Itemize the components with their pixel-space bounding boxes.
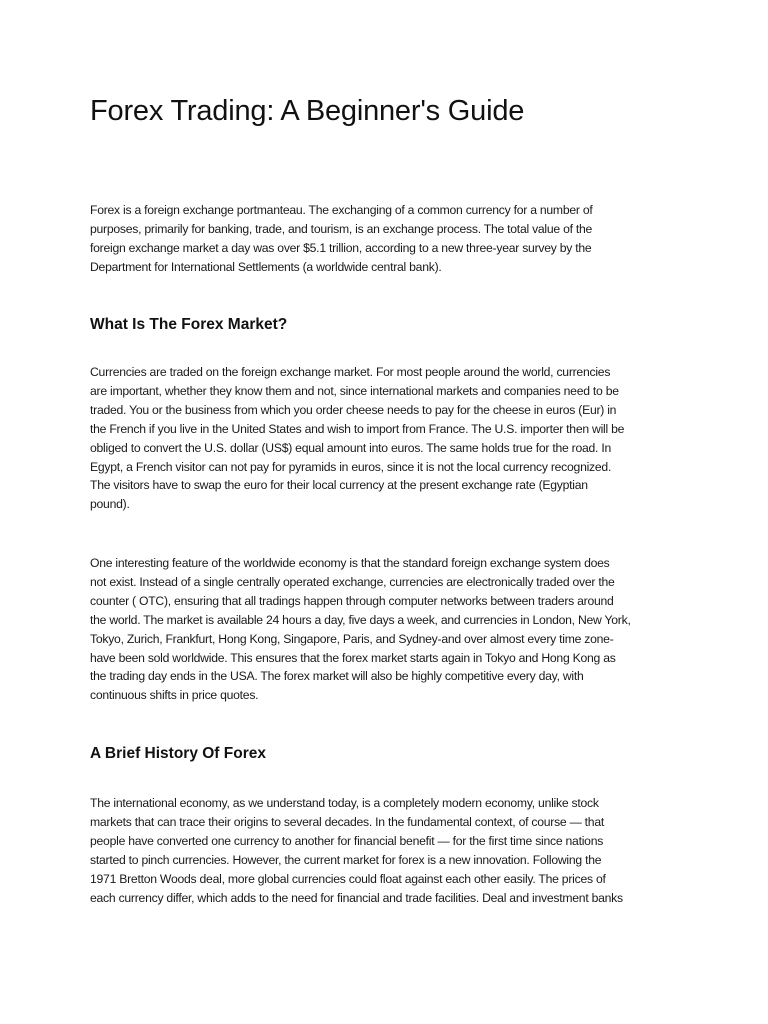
paragraph-line: Tokyo, Zurich, Frankfurt, Hong Kong, Singapore, Paris, and Sydney-and over almost every time zone-	[90, 631, 614, 646]
forex-market-paragraph-2	[90, 554, 682, 705]
paragraph-line: started to pinch currencies. However, the current market for forex is a new innovation. Following the	[90, 852, 602, 867]
intro-paragraph	[90, 201, 682, 277]
paragraph-line: counter ( OTC), ensuring that all tradings happen through computer networks between traders around	[90, 593, 614, 608]
paragraph-line: people have converted one currency to another for financial benefit — for the first time since nations	[90, 833, 604, 848]
section-heading-history: A Brief History Of Forex	[90, 745, 266, 762]
section-heading-forex-market: What Is The Forex Market?	[90, 316, 288, 333]
paragraph-line: have been sold worldwide. This ensures that the forex market starts again in Tokyo and Hong Kong as	[90, 650, 616, 665]
paragraph-line: each currency differ, which adds to the need for financial and trade facilities. Deal and investment banks	[90, 890, 623, 905]
paragraph-line: are important, whether they know them and not, since international markets and companies need to be	[90, 383, 619, 398]
paragraph-line: obliged to convert the U.S. dollar (US$) equal amount into euros. The same holds true for the road. In	[90, 440, 611, 455]
paragraph-line: markets that can trace their origins to several decades. In the fundamental context, of course — that	[90, 814, 604, 829]
paragraph-line: the French if you live in the United States and wish to import from France. The U.S. importer then will be	[90, 421, 625, 436]
paragraph-line: One interesting feature of the worldwide economy is that the standard foreign exchange system does	[90, 556, 610, 570]
paragraph-line: purposes, primarily for banking, trade, and tourism, is an exchange process. The total value of the	[90, 221, 593, 236]
paragraph-line: Department for International Settlements (a worldwide central bank).	[90, 259, 442, 274]
paragraph-line: Currencies are traded on the foreign exchange market. For most people around the world, currencies	[90, 365, 611, 379]
paragraph-line: The international economy, as we understand today, is a completely modern economy, unlike stock	[90, 796, 599, 810]
paragraph-line: pound).	[90, 497, 130, 512]
document-title: Forex Trading: A Beginner's Guide	[90, 95, 525, 127]
paragraph-line: Forex is a foreign exchange portmanteau. The exchanging of a common currency for a number of	[90, 203, 593, 217]
paragraph-line: The visitors have to swap the euro for their local currency at the present exchange rate (Egyptian	[90, 478, 588, 493]
paragraph-line: not exist. Instead of a single centrally operated exchange, currencies are electronically traded over the	[90, 574, 615, 589]
forex-market-paragraph-1	[90, 363, 682, 514]
history-paragraph-1	[90, 794, 682, 907]
paragraph-line: foreign exchange market a day was over $5.1 trillion, according to a new three-year survey by the	[90, 240, 592, 255]
paragraph-line: 1971 Bretton Woods deal, more global currencies could float against each other easily. The prices of	[90, 871, 606, 886]
paragraph-line: traded. You or the business from which you order cheese needs to pay for the cheese in euros (Eur) in	[90, 402, 617, 417]
paragraph-line: the trading day ends in the USA. The forex market will also be highly competitive every day, with	[90, 669, 584, 684]
paragraph-line: the world. The market is available 24 hours a day, five days a week, and currencies in London, New York,	[90, 612, 631, 627]
paragraph-line: Egypt, a French visitor can not pay for pyramids in euros, since it is not the local currency recognized.	[90, 459, 612, 474]
paragraph-line: continuous shifts in price quotes.	[90, 688, 259, 703]
